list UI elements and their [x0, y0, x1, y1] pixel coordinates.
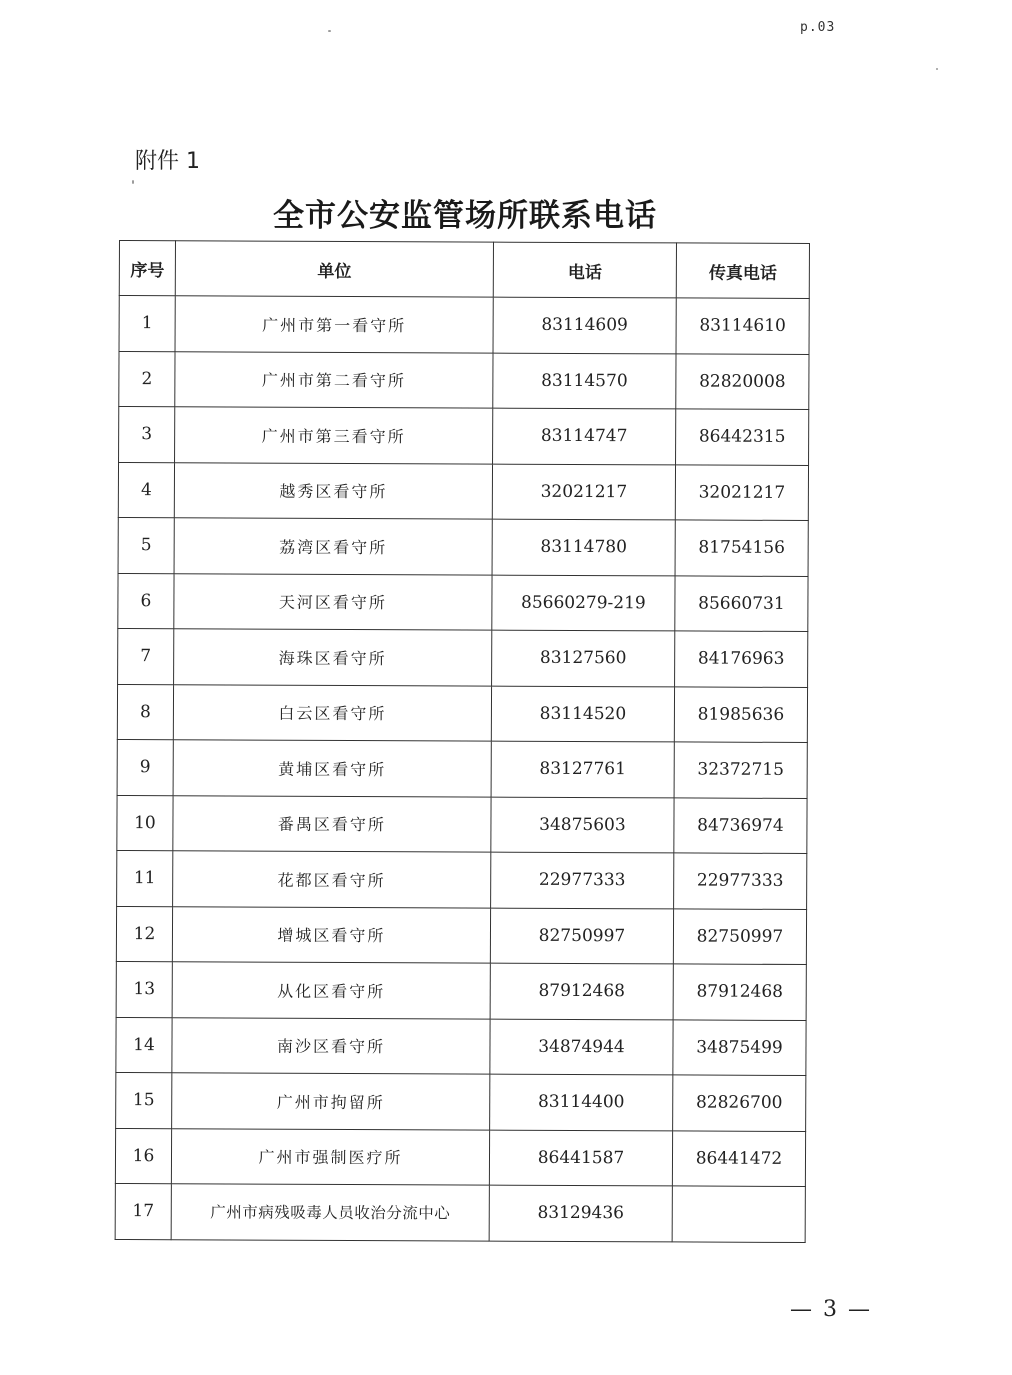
- cell-tel: 86441587: [489, 1130, 672, 1186]
- cell-seq: 17: [115, 1183, 171, 1239]
- column-header-fax: 传真电话: [676, 243, 809, 299]
- cell-seq: 10: [117, 795, 173, 851]
- cell-unit: 番禺区看守所: [173, 795, 491, 852]
- scan-speck: [936, 68, 938, 70]
- table-row: [117, 850, 807, 909]
- table-row: [119, 296, 809, 355]
- cell-tel: 32021217: [492, 464, 675, 520]
- cell-seq: 13: [116, 961, 172, 1017]
- table-row: [116, 1017, 806, 1076]
- cell-unit: 广州市拘留所: [172, 1073, 490, 1130]
- cell-tel: 82750997: [490, 908, 673, 964]
- cell-fax: 86442315: [676, 409, 809, 465]
- cell-seq: 5: [118, 517, 174, 573]
- cell-seq: 7: [118, 628, 174, 684]
- page-number: — 3 —: [790, 1297, 872, 1322]
- column-header-tel: 电话: [493, 242, 676, 298]
- cell-unit: 黄埔区看守所: [173, 740, 491, 797]
- cell-fax: 32021217: [675, 464, 808, 520]
- contact-table: [115, 240, 810, 1243]
- cell-seq: 8: [117, 684, 173, 740]
- cell-fax: 82826700: [673, 1075, 806, 1131]
- column-header-unit: 单位: [175, 241, 493, 297]
- cell-tel: 34874944: [490, 1019, 673, 1075]
- cell-seq: 2: [119, 351, 175, 407]
- cell-unit: 广州市第二看守所: [175, 351, 493, 408]
- cell-fax: 85660731: [675, 575, 808, 631]
- cell-seq: 4: [118, 462, 174, 518]
- cell-fax: 83114610: [676, 298, 809, 354]
- cell-unit: 广州市强制医疗所: [171, 1128, 489, 1185]
- cell-unit: 天河区看守所: [174, 573, 492, 630]
- table-row: [119, 351, 809, 410]
- cell-seq: 14: [116, 1017, 172, 1073]
- cell-seq: 9: [117, 739, 173, 795]
- cell-fax: 82750997: [673, 908, 806, 964]
- cell-fax: 22977333: [674, 853, 807, 909]
- attachment-label: 附件 1: [135, 149, 200, 174]
- cell-tel: 83114747: [493, 408, 676, 464]
- cell-fax: 81754156: [675, 520, 808, 576]
- cell-tel: 34875603: [491, 797, 674, 853]
- cell-unit: 从化区看守所: [172, 962, 490, 1019]
- cell-seq: 12: [116, 906, 172, 962]
- table-header-row: [119, 241, 809, 299]
- table-row: [119, 407, 809, 466]
- table-row: [117, 684, 807, 743]
- table-row: [117, 795, 807, 854]
- table-row: [115, 1183, 805, 1242]
- cell-fax: 34875499: [673, 1019, 806, 1075]
- scan-speck: [328, 30, 331, 32]
- cell-fax: 81985636: [674, 686, 807, 742]
- cell-seq: 11: [117, 850, 173, 906]
- cell-seq: 6: [118, 573, 174, 629]
- cell-fax: 82820008: [676, 353, 809, 409]
- cell-tel: 83127761: [491, 741, 674, 797]
- page-code: p.03: [800, 20, 836, 35]
- table-row: [115, 1128, 805, 1187]
- document-title: 全市公安监管场所联系电话: [273, 198, 657, 234]
- cell-unit: 越秀区看守所: [174, 462, 492, 519]
- cell-unit: 南沙区看守所: [172, 1017, 490, 1074]
- cell-tel: 83114780: [492, 519, 675, 575]
- cell-fax: 86441472: [672, 1130, 805, 1186]
- cell-unit: 增城区看守所: [172, 906, 490, 963]
- table-row: [118, 462, 808, 521]
- cell-seq: 3: [119, 407, 175, 463]
- cell-tel: 83129436: [489, 1185, 672, 1241]
- cell-fax: 32372715: [674, 742, 807, 798]
- cell-fax: 87912468: [673, 964, 806, 1020]
- cell-seq: 1: [119, 296, 175, 352]
- cell-tel: 83114570: [493, 353, 676, 409]
- cell-tel: 87912468: [490, 963, 673, 1019]
- table-body: [115, 296, 809, 1243]
- table-row: [118, 517, 808, 576]
- table-row: [116, 906, 806, 965]
- scan-speck: [132, 180, 134, 184]
- table-row: [118, 573, 808, 632]
- cell-unit: 荔湾区看守所: [174, 518, 492, 575]
- table-row: [117, 739, 807, 798]
- cell-unit: 花都区看守所: [173, 851, 491, 908]
- cell-tel: 85660279-219: [492, 575, 675, 631]
- cell-fax: 84176963: [675, 631, 808, 687]
- cell-unit: 广州市第三看守所: [175, 407, 493, 464]
- column-header-seq: 序号: [119, 241, 175, 296]
- table-row: [118, 628, 808, 687]
- cell-seq: 15: [116, 1072, 172, 1128]
- cell-tel: 83127560: [492, 630, 675, 686]
- cell-unit: 广州市第一看守所: [175, 296, 493, 353]
- cell-unit: 广州市病残吸毒人员收治分流中心: [171, 1184, 489, 1241]
- table-row: [116, 961, 806, 1020]
- cell-seq: 16: [115, 1128, 171, 1184]
- cell-fax: [672, 1186, 805, 1242]
- table-row: [116, 1072, 806, 1131]
- cell-fax: 84736974: [674, 797, 807, 853]
- cell-unit: 海珠区看守所: [174, 629, 492, 686]
- cell-tel: 83114609: [493, 297, 676, 353]
- cell-tel: 83114520: [491, 686, 674, 742]
- cell-unit: 白云区看守所: [173, 684, 491, 741]
- cell-tel: 22977333: [491, 852, 674, 908]
- cell-tel: 83114400: [490, 1074, 673, 1130]
